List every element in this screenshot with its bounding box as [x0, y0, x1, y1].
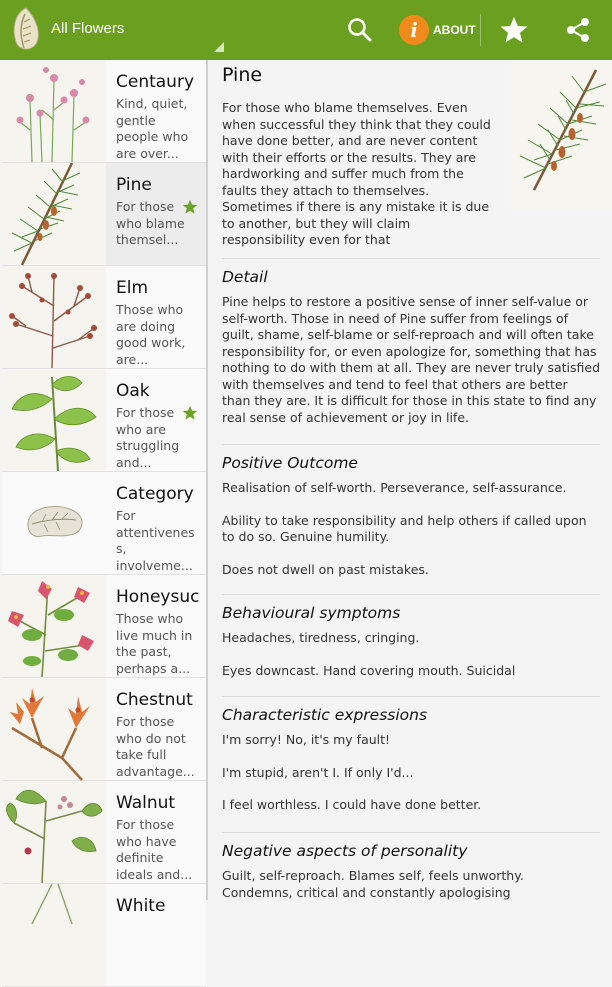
- symptoms-section: [222, 604, 600, 695]
- section-text: I feel worthless. I could have done better.: [222, 797, 482, 812]
- section-text: Does not dwell on past mistakes.: [222, 561, 429, 577]
- search-icon: [344, 14, 376, 46]
- detail-pane[interactable]: [208, 60, 612, 900]
- list-item-category[interactable]: [2, 472, 206, 575]
- list-item[interactable]: [2, 781, 206, 884]
- dropdown-indicator-icon[interactable]: [214, 42, 224, 52]
- section-text: Eyes downcast. Hand covering mouth. Suicidal: [222, 662, 516, 678]
- item-title: Walnut: [116, 793, 176, 813]
- item-title: Category: [116, 484, 194, 504]
- section-text: Condemns, critical and constantly apologising: [222, 884, 511, 900]
- section-text: I'm stupid, aren't I. If only I'd...: [222, 764, 414, 780]
- section-heading: Behavioural symptoms: [222, 604, 401, 622]
- section-divider: [222, 444, 600, 445]
- section-heading: Positive Outcome: [222, 454, 358, 472]
- section-divider: [222, 832, 600, 833]
- item-description: Kind, quiet, gentle people who are over...: [116, 96, 189, 161]
- leaf-logo-icon[interactable]: [6, 4, 46, 56]
- search-button[interactable]: [344, 14, 376, 46]
- section-divider: [222, 258, 600, 259]
- item-description: For those who blame themsel...: [116, 199, 185, 247]
- section-text: Guilt, self-reproach. Blames self, feels unworthy.: [222, 868, 524, 883]
- item-title: Oak: [116, 381, 150, 401]
- outcome-section: [222, 454, 600, 594]
- section-divider: [222, 696, 600, 697]
- section-heading: Characteristic expressions: [222, 706, 428, 724]
- item-description: Those who live much in the past, perhaps a...: [116, 611, 193, 676]
- list-item[interactable]: [2, 884, 206, 987]
- item-title: Elm: [116, 278, 149, 298]
- list-item-selected[interactable]: [2, 163, 206, 266]
- detail-section: [222, 268, 600, 442]
- share-button[interactable]: [562, 14, 594, 46]
- star-icon: [498, 14, 530, 46]
- list-item[interactable]: [2, 266, 206, 369]
- item-title: Centaury: [116, 72, 195, 92]
- app-title[interactable]: All Flowers: [51, 20, 125, 37]
- section-divider: [222, 594, 600, 595]
- appbar-divider: [480, 14, 481, 46]
- detail-title: Pine: [222, 64, 263, 86]
- list-item[interactable]: [2, 369, 206, 472]
- flower-thumbnail: [2, 369, 106, 471]
- info-icon: i: [399, 15, 429, 45]
- item-title: Honeysuc: [116, 587, 200, 607]
- flower-thumbnail: [2, 60, 106, 162]
- section-heading: Detail: [222, 268, 268, 286]
- section-text: Realisation of self-worth. Perseverance, self-assurance.: [222, 480, 567, 495]
- favorite-star-icon[interactable]: [182, 405, 198, 421]
- item-description: For those who have definite ideals and...: [116, 817, 193, 882]
- flower-thumbnail: [2, 575, 106, 677]
- favorite-button[interactable]: [498, 14, 530, 46]
- flower-list[interactable]: [2, 60, 206, 916]
- item-description: For those who are struggling and...: [116, 405, 180, 470]
- app-bar: [0, 0, 612, 60]
- section-text: I'm sorry! No, it's my fault!: [222, 732, 391, 747]
- section-heading: Negative aspects of personality: [222, 842, 468, 860]
- section-text: Ability to take responsibility and help others if called upon to do so. Genuine humility.: [222, 512, 587, 544]
- flower-thumbnail: [2, 266, 106, 368]
- favorite-star-icon[interactable]: [182, 199, 198, 215]
- about-button[interactable]: [399, 12, 477, 48]
- section-text: Headaches, tiredness, cringing.: [222, 630, 420, 645]
- section-text: Pine helps to restore a positive sense of inner self-value or self-worth. Those in need of Pine suffer from feelings of guilt, shame, self-blame or self-reproach and will often take responsibility for, or even apologize for, something that has nothing to do with them at all. They are never truly satisfied with themselves and tend to feel that others are better than they are. It is difficult for those in this state to find any real sense of achievement or joy in life.: [222, 294, 601, 425]
- list-item[interactable]: [2, 678, 206, 781]
- flower-thumbnail: [2, 884, 106, 986]
- flower-thumbnail: [2, 678, 106, 780]
- intro-text: For those who blame themselves. Even when successful they think that they could have done better, and are never content with their efforts or the results. They are hardworking and suffer much from the faults they attach to themselves. Sometimes if there is any mistake it is due to another, but they will claim responsibility even for that: [222, 100, 491, 247]
- about-label: ABOUT: [433, 23, 476, 37]
- category-thumbnail: [2, 472, 106, 574]
- list-item[interactable]: [2, 575, 206, 678]
- item-description: For attentivenes s, involveme...: [116, 508, 195, 573]
- item-description: Those who are doing good work, are...: [116, 302, 186, 367]
- pine-illustration: [510, 60, 612, 210]
- item-title: Chestnut: [116, 690, 193, 710]
- share-icon: [562, 14, 594, 46]
- flower-thumbnail: [2, 781, 106, 883]
- item-title: Pine: [116, 175, 152, 195]
- list-item[interactable]: [2, 60, 206, 163]
- item-description: For those who do not take full advantage...: [116, 714, 195, 779]
- flower-thumbnail: [2, 163, 106, 265]
- item-title: White: [116, 896, 166, 916]
- negative-section: [222, 842, 600, 917]
- expressions-section: [222, 706, 600, 830]
